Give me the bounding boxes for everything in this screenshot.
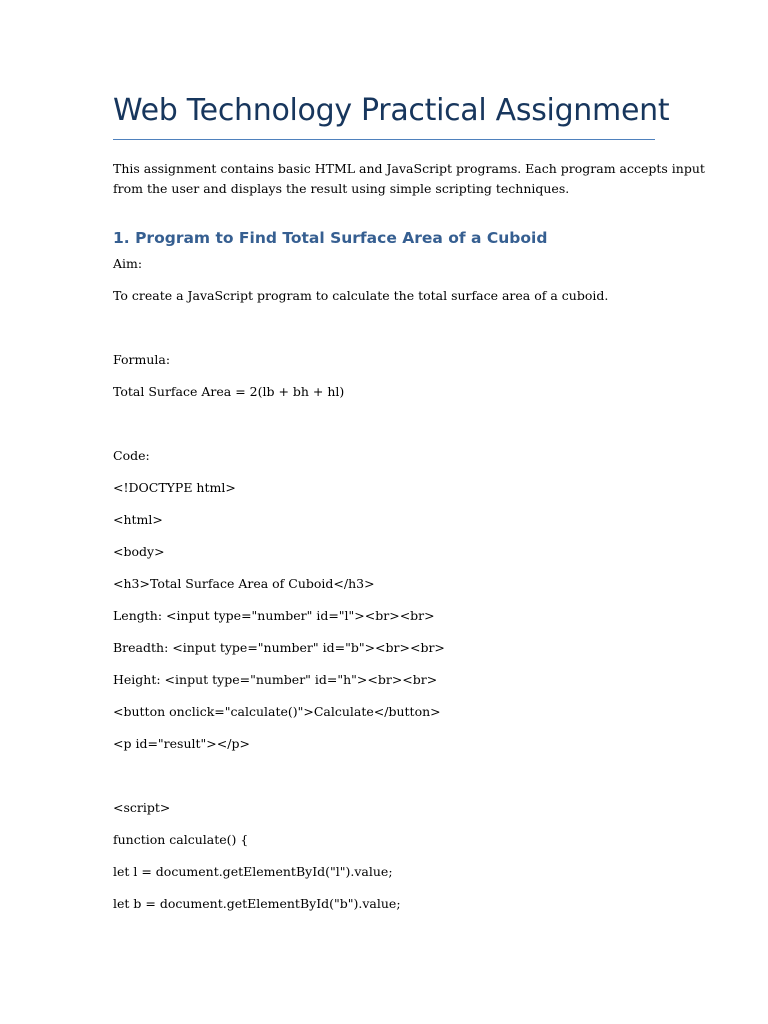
code-line: let l = document.getElementById("l").value; bbox=[113, 864, 393, 879]
aim-label: Aim: bbox=[113, 256, 143, 271]
code-line: <button onclick="calculate()">Calculate</button> bbox=[113, 704, 441, 719]
code-line: <html> bbox=[113, 512, 163, 527]
code-line: <!DOCTYPE html> bbox=[113, 480, 236, 495]
intro-line: This assignment contains basic HTML and JavaScript programs. Each program accepts input bbox=[113, 161, 705, 176]
code-line: Height: <input type="number" id="h"><br><br> bbox=[113, 672, 438, 687]
code-line: <script> bbox=[113, 800, 171, 815]
code-line: <h3>Total Surface Area of Cuboid</h3> bbox=[113, 576, 375, 591]
code-line: <body> bbox=[113, 544, 165, 559]
code-line: Length: <input type="number" id="l"><br><br> bbox=[113, 608, 435, 623]
formula-text: Total Surface Area = 2(lb + bh + hl) bbox=[113, 384, 345, 399]
code-line: Breadth: <input type="number" id="b"><br><br> bbox=[113, 640, 445, 655]
aim-text: To create a JavaScript program to calculate the total surface area of a cuboid. bbox=[113, 288, 609, 303]
code-label: Code: bbox=[113, 448, 150, 463]
formula-label: Formula: bbox=[113, 352, 171, 367]
intro-line: from the user and displays the result using simple scripting techniques. bbox=[113, 180, 570, 196]
code-line: <p id="result"></p> bbox=[113, 736, 250, 751]
document-title: Web Technology Practical Assignment bbox=[113, 93, 670, 128]
title-underline bbox=[113, 139, 655, 140]
code-line: function calculate() { bbox=[113, 832, 249, 847]
intro-paragraph bbox=[113, 159, 705, 198]
section-heading: 1. Program to Find Total Surface Area of a Cuboid bbox=[113, 229, 548, 247]
code-line: let b = document.getElementById("b").value; bbox=[113, 896, 401, 911]
